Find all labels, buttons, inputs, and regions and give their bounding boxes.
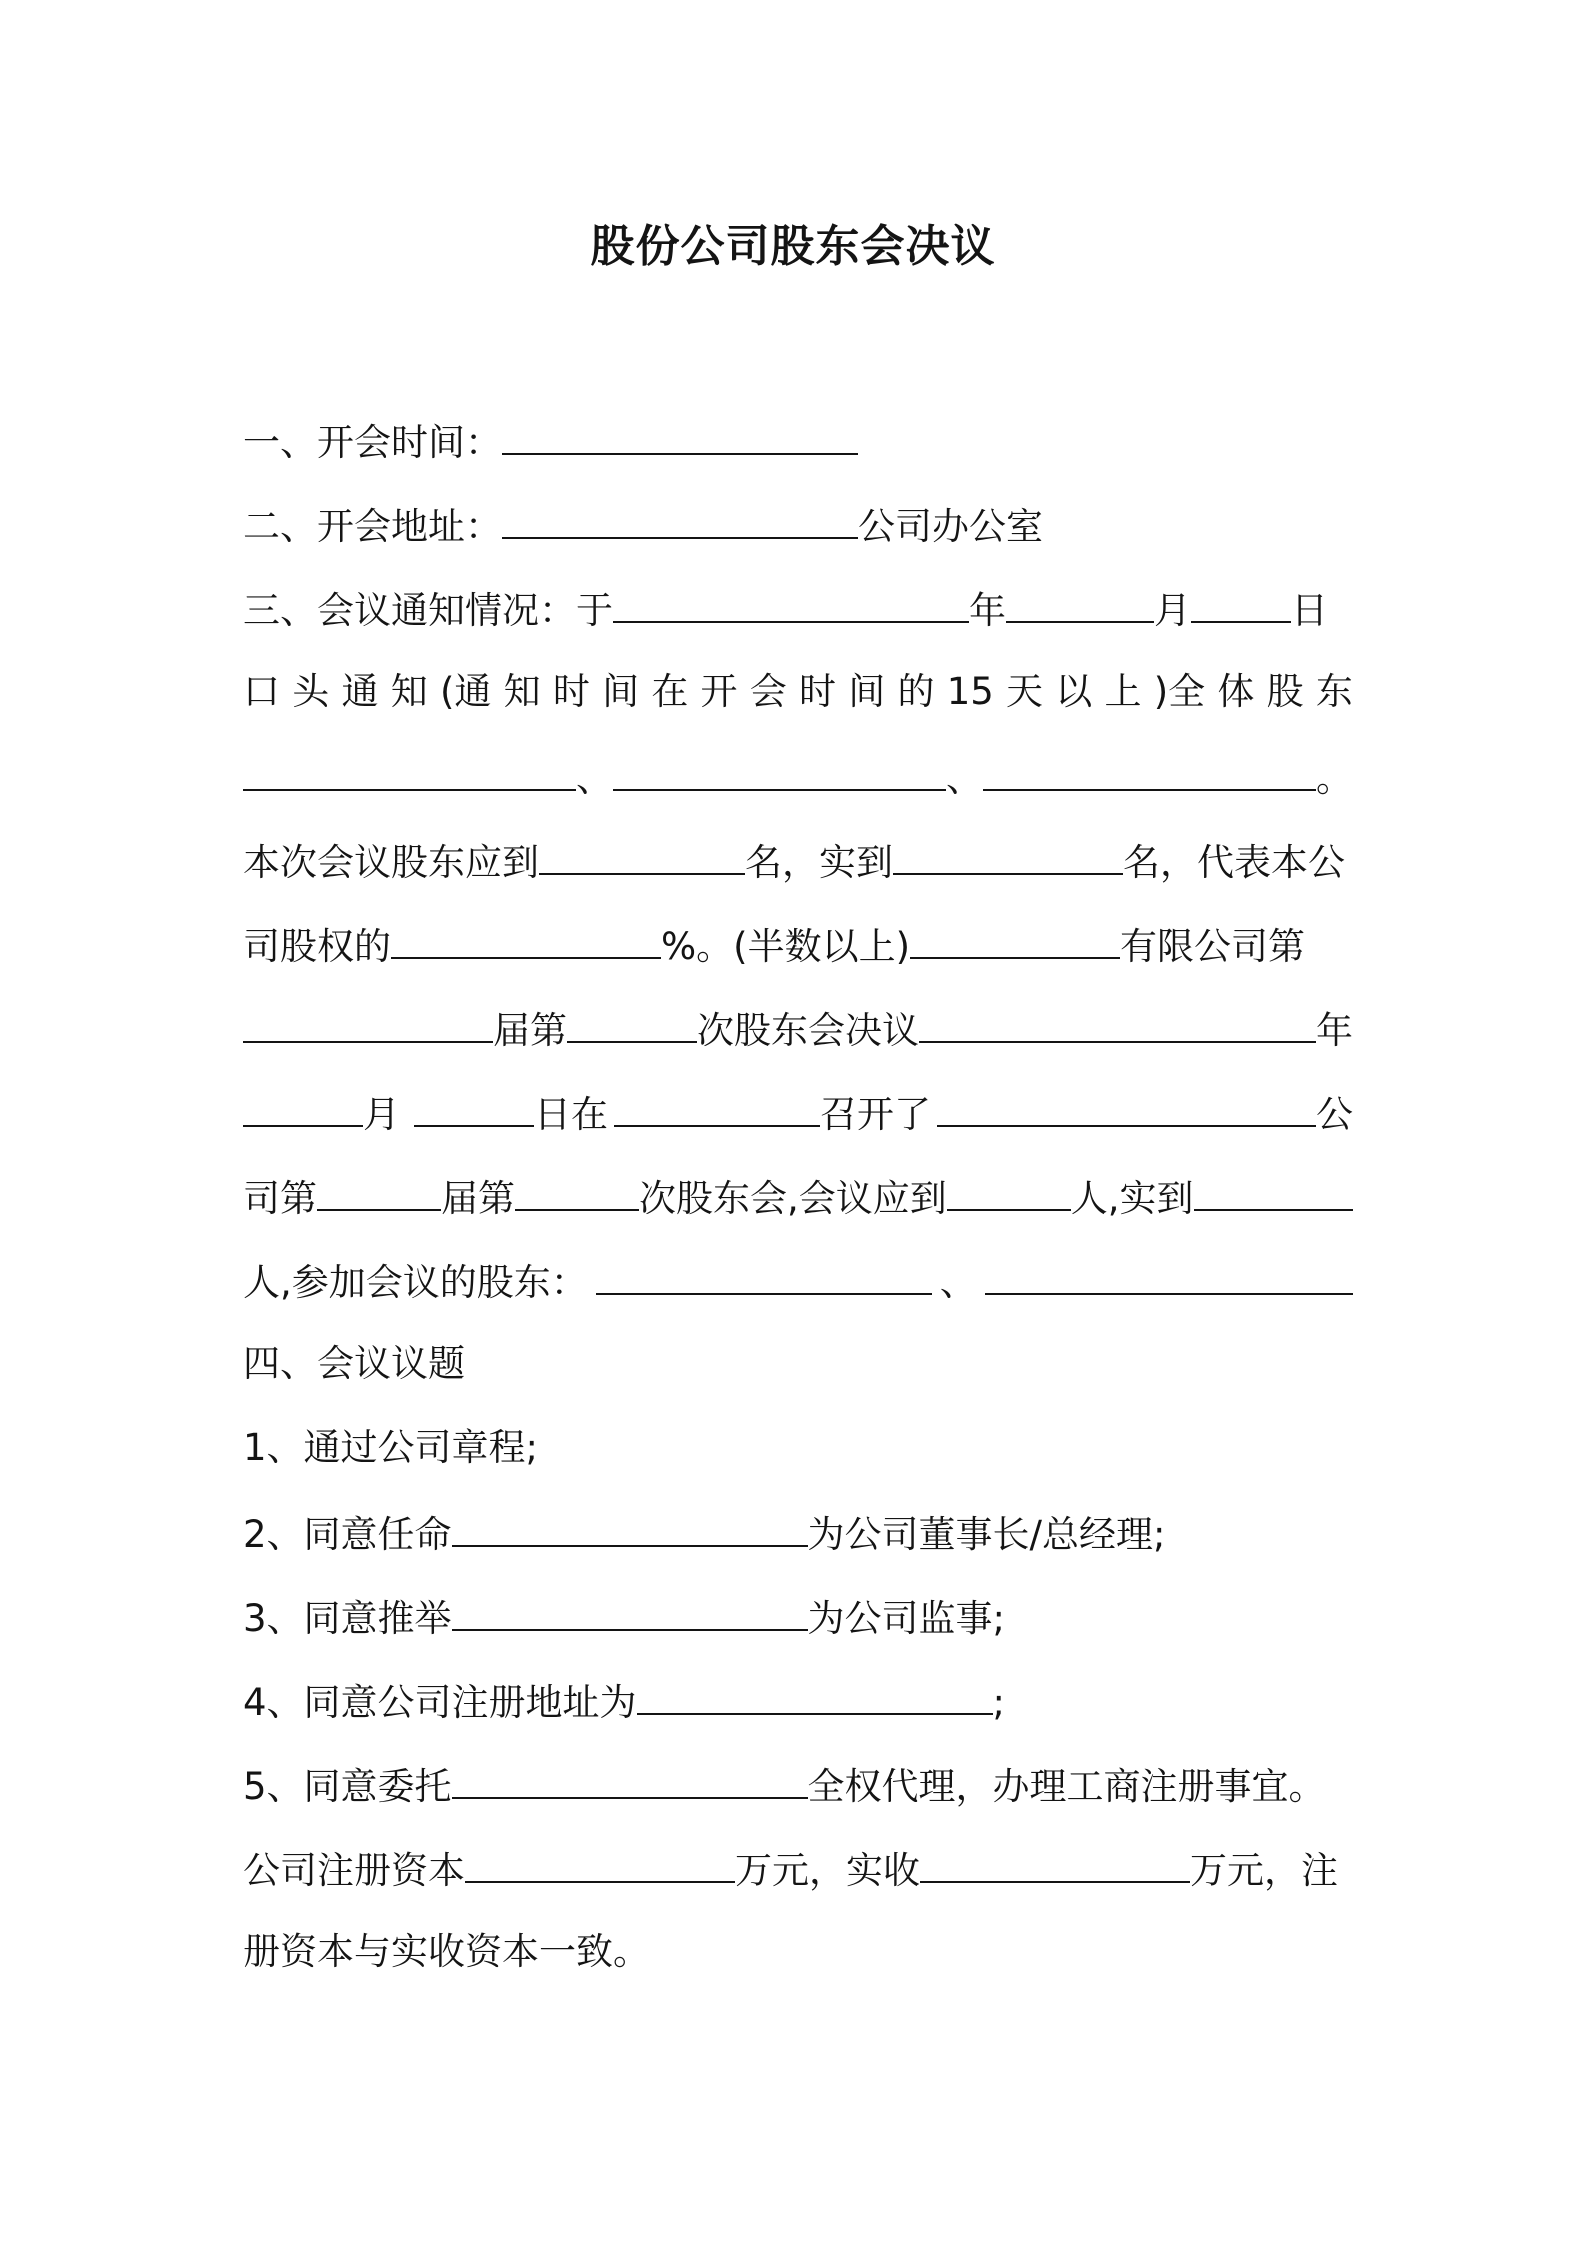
agenda-item-text: 3、同意推举 [243, 1597, 452, 1640]
shareholder-name-blank[interactable] [243, 749, 576, 791]
meeting-address-blank[interactable] [502, 497, 858, 539]
month-label: 月 [363, 1093, 400, 1136]
notice-char: (通 [439, 670, 492, 713]
notice-char: 间 [602, 670, 640, 713]
agenda-item-suffix: 为公司董事长/总经理; [807, 1513, 1166, 1556]
notice-char: 口 [243, 670, 280, 713]
attendee-blank[interactable] [596, 1253, 932, 1295]
paid-label: 万元，实收 [735, 1849, 920, 1892]
notice-char: 知 [390, 670, 428, 713]
actual-count-blank[interactable] [893, 833, 1123, 875]
agent-name-blank[interactable] [452, 1757, 808, 1799]
day-label: 日 [1291, 589, 1328, 632]
convened-label: 召开了 [820, 1093, 931, 1136]
actual-label: 名，实到 [745, 841, 893, 884]
agenda-item-suffix: 为公司监事; [807, 1597, 1006, 1640]
shareholder-names-line [243, 749, 1353, 806]
agenda-item-5 [243, 1757, 1353, 1814]
meeting-address-suffix: 公司办公室 [858, 505, 1043, 548]
agenda-item-3 [243, 1589, 1353, 1646]
registered-address-blank[interactable] [637, 1673, 993, 1715]
notice-year-blank[interactable] [613, 581, 969, 623]
held-place-blank[interactable] [614, 1085, 820, 1127]
agenda-item-4 [243, 1673, 1353, 1730]
paid-capital-blank[interactable] [920, 1841, 1190, 1883]
meeting-number-blank[interactable] [567, 1001, 697, 1043]
equity-percent-blank[interactable] [391, 917, 661, 959]
company-char: 公 [1316, 1093, 1353, 1136]
agenda-item-text: 5、同意委托 [243, 1765, 452, 1808]
meeting-time-label: 一、开会时间： [243, 421, 502, 464]
session-prefix: 司第 [243, 1177, 317, 1220]
agenda-item-suffix: ; [992, 1681, 1006, 1724]
session-label: 届第 [441, 1177, 515, 1220]
shareholder-name-blank[interactable] [613, 749, 946, 791]
equity-line [243, 917, 1353, 974]
chairman-name-blank[interactable] [452, 1505, 808, 1547]
attendees-line [243, 1253, 1353, 1310]
majority-label: %。(半数以上) [661, 925, 911, 968]
supervisor-name-blank[interactable] [452, 1589, 808, 1631]
attendance-label: 本次会议股东应到 [243, 841, 539, 884]
session-label: 届第 [493, 1009, 567, 1052]
registered-capital-blank[interactable] [465, 1841, 735, 1883]
session-blank[interactable] [243, 1001, 493, 1043]
notice-char: 股 [1266, 670, 1304, 713]
separator: 、 [939, 1261, 977, 1304]
notice-char: 知 [503, 670, 541, 713]
shareholder-name-blank[interactable] [983, 749, 1316, 791]
notice-char: 在 [651, 670, 689, 713]
attendance-line [243, 833, 1353, 890]
meeting-count-line [243, 1169, 1353, 1226]
agenda-item-text: 1、通过公司章程; [243, 1426, 539, 1469]
held-day-blank[interactable] [414, 1085, 534, 1127]
notice-char: 天 [1006, 670, 1044, 713]
capital-consistency-line [243, 1925, 1353, 1979]
notice-char: 时 [552, 670, 590, 713]
equity-label: 司股权的 [243, 925, 391, 968]
resolution-line [243, 1001, 1353, 1058]
page-title: 股份公司股东会决议 [590, 221, 996, 272]
resolution-label: 次股东会决议 [697, 1009, 919, 1052]
year-label: 年 [1316, 1009, 1353, 1052]
notice-label: 三、会议通知情况：于 [243, 589, 613, 632]
notice-detail-line [243, 665, 1353, 719]
capital-consistency-text: 册资本与实收资本一致。 [243, 1930, 650, 1973]
month-label: 月 [1154, 589, 1191, 632]
capital-label: 公司注册资本 [243, 1849, 465, 1892]
agenda-item-text: 4、同意公司注册地址为 [243, 1681, 637, 1724]
meeting-address-line [243, 497, 1353, 554]
notice-char: 时 [799, 670, 837, 713]
held-month-blank[interactable] [243, 1085, 363, 1127]
notice-char: 15 [946, 670, 994, 713]
company-name-blank[interactable] [910, 917, 1120, 959]
period: 。 [1316, 757, 1353, 800]
separator: 、 [576, 757, 613, 800]
agenda-item-text: 2、同意任命 [243, 1513, 452, 1556]
notice-month-blank[interactable] [1006, 581, 1154, 623]
meeting-number-blank[interactable] [515, 1169, 639, 1211]
held-at-label: 日在 [534, 1093, 608, 1136]
expected-people-blank[interactable] [947, 1169, 1071, 1211]
expected-label: 次股东会,会议应到 [639, 1177, 947, 1220]
notice-char: 通 [341, 670, 379, 713]
notice-day-blank[interactable] [1191, 581, 1291, 623]
meeting-time-line [243, 413, 1353, 470]
meeting-time-blank[interactable] [502, 413, 858, 455]
attendee-blank[interactable] [985, 1253, 1353, 1295]
attendees-label: 人,参加会议的股东： [243, 1261, 588, 1304]
notice-char: 头 [292, 670, 330, 713]
session-number-blank[interactable] [317, 1169, 441, 1211]
capital-line [243, 1841, 1353, 1898]
held-company-blank[interactable] [937, 1085, 1316, 1127]
notice-char: 体 [1217, 670, 1255, 713]
notice-char: )全 [1153, 670, 1206, 713]
notice-line [243, 581, 1353, 638]
expected-count-blank[interactable] [539, 833, 745, 875]
agenda-heading [243, 1337, 1353, 1391]
notice-char: 东 [1315, 670, 1353, 713]
notice-char: 会 [749, 670, 787, 713]
company-label: 有限公司第 [1120, 925, 1306, 968]
year-label: 年 [969, 589, 1006, 632]
agenda-item-1 [243, 1421, 1353, 1475]
actual-people-blank[interactable] [1194, 1169, 1353, 1211]
notice-char: 的 [897, 670, 935, 713]
notice-char: 间 [848, 670, 886, 713]
notice-char: 开 [700, 670, 738, 713]
resolution-year-blank[interactable] [919, 1001, 1316, 1043]
represent-label: 名，代表本公 [1123, 841, 1345, 884]
held-line [243, 1085, 1353, 1142]
meeting-address-label: 二、开会地址： [243, 505, 502, 548]
notice-char: 以 [1055, 670, 1093, 713]
separator: 、 [946, 757, 983, 800]
actual-label: 人,实到 [1070, 1177, 1194, 1220]
agenda-item-suffix: 全权代理，办理工商注册事宜。 [807, 1765, 1326, 1808]
agenda-heading-text: 四、会议议题 [243, 1342, 465, 1385]
capital-suffix: 万元，注 [1190, 1849, 1338, 1892]
notice-char: 上 [1104, 670, 1142, 713]
agenda-item-2 [243, 1505, 1353, 1562]
